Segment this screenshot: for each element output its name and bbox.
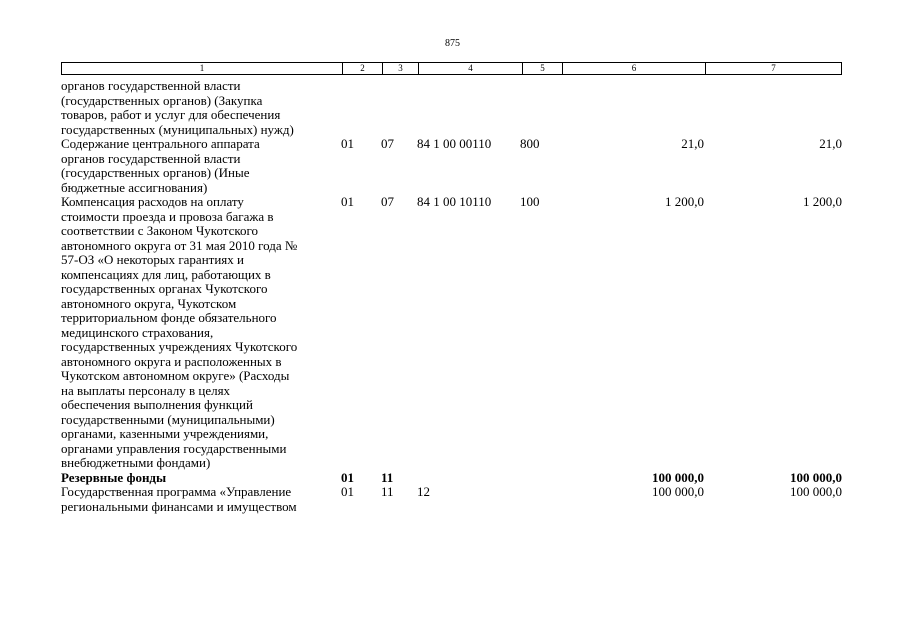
row-name-line: органами, казенными учреждениями,	[61, 426, 269, 441]
table-row	[0, 137, 905, 195]
row-name-line: Резервные фонды	[61, 469, 167, 485]
row-name-line: медицинского страхования,	[61, 324, 214, 340]
row-name-line: автономного округа и расположенных в	[61, 353, 282, 369]
row-name-line: Чукотском автономном округе» (Расходы	[61, 368, 290, 383]
table-header-row	[61, 62, 842, 75]
row-name-line: компенсациях для лиц, работающих в	[61, 266, 271, 282]
subsection-code: 11	[381, 469, 394, 485]
header-col-6: 6	[562, 63, 705, 74]
row-name	[61, 471, 339, 486]
row-name-line: органами управления государственными	[61, 440, 287, 456]
row-name-line: (государственных органов) (Закупка	[61, 92, 263, 108]
amount-col-6: 1 200,0	[665, 194, 704, 209]
row-name-line: автономного округа, Чукотском	[61, 295, 237, 311]
target-article-code: 84 1 00 00110	[417, 136, 492, 151]
amount-col-7: 21,0	[819, 136, 842, 151]
target-article-code: 12	[417, 484, 430, 499]
row-name-line: (государственных органов) (Иные	[61, 165, 250, 180]
amount-col-7: 1 200,0	[803, 194, 842, 209]
section-code: 01	[341, 469, 354, 485]
row-name-line: Государственная программа «Управление	[61, 484, 292, 499]
row-name-line: бюджетные ассигнования)	[61, 179, 208, 195]
row-name-line: территориальном фонде обязательного	[61, 310, 277, 325]
row-name-line: обеспечения выполнения функций	[61, 397, 253, 412]
subsection-code: 11	[381, 484, 394, 499]
amount-col-7: 100 000,0	[790, 484, 842, 499]
header-col-1: 1	[199, 63, 205, 73]
target-article-code: 84 1 00 10110	[417, 194, 492, 209]
row-name-line: региональными финансами и имуществом	[61, 498, 297, 514]
row-name-line: Содержание центрального аппарата	[61, 136, 260, 151]
row-name-line: государственных (муниципальных) нужд)	[61, 121, 294, 137]
row-name-line: государственных органах Чукотского	[61, 281, 268, 296]
row-name	[61, 79, 339, 137]
amount-col-6: 21,0	[681, 136, 704, 151]
row-name-line: 57-ОЗ «О некоторых гарантиях и	[61, 252, 244, 267]
header-col-4: 4	[418, 63, 522, 74]
page-number: 875	[445, 38, 460, 49]
table-row	[0, 195, 905, 471]
row-name-line: внебюджетными фондами)	[61, 455, 211, 470]
header-col-3: 3	[382, 63, 418, 74]
row-name	[61, 485, 339, 514]
amount-col-7: 100 000,0	[790, 469, 842, 485]
table-row	[0, 79, 905, 137]
row-name-line: Компенсация расходов на оплату	[61, 194, 244, 209]
row-name-line: государственными (муниципальными)	[61, 411, 275, 427]
amount-col-6: 100 000,0	[652, 484, 704, 499]
subsection-code: 07	[381, 136, 394, 151]
row-name-line: стоимости проезда и провоза багажа в	[61, 208, 274, 224]
row-name	[61, 195, 339, 471]
subsection-code: 07	[381, 194, 394, 209]
table-row	[0, 471, 905, 486]
expense-type-code: 100	[520, 194, 540, 209]
row-name-line: органов государственной власти	[61, 150, 241, 166]
row-name-line: соответствии с Законом Чукотского	[61, 223, 259, 238]
row-name-line: органов государственной власти	[61, 78, 241, 93]
row-name	[61, 137, 339, 195]
header-col-2: 2	[342, 63, 382, 74]
expense-type-code: 800	[520, 136, 540, 151]
row-name-line: на выплаты персоналу в целях	[61, 382, 231, 398]
header-col-7: 7	[705, 63, 841, 74]
section-code: 01	[341, 484, 354, 499]
amount-col-6: 100 000,0	[652, 469, 704, 485]
table-row	[0, 485, 905, 514]
row-name-line: государственных учреждениях Чукотского	[61, 339, 298, 354]
row-name-line: автономного округа от 31 мая 2010 года №	[61, 237, 298, 253]
header-col-5: 5	[522, 63, 562, 74]
section-code: 01	[341, 136, 354, 151]
row-name-line: товаров, работ и услуг для обеспечения	[61, 107, 281, 122]
table-body	[0, 79, 905, 514]
section-code: 01	[341, 194, 354, 209]
